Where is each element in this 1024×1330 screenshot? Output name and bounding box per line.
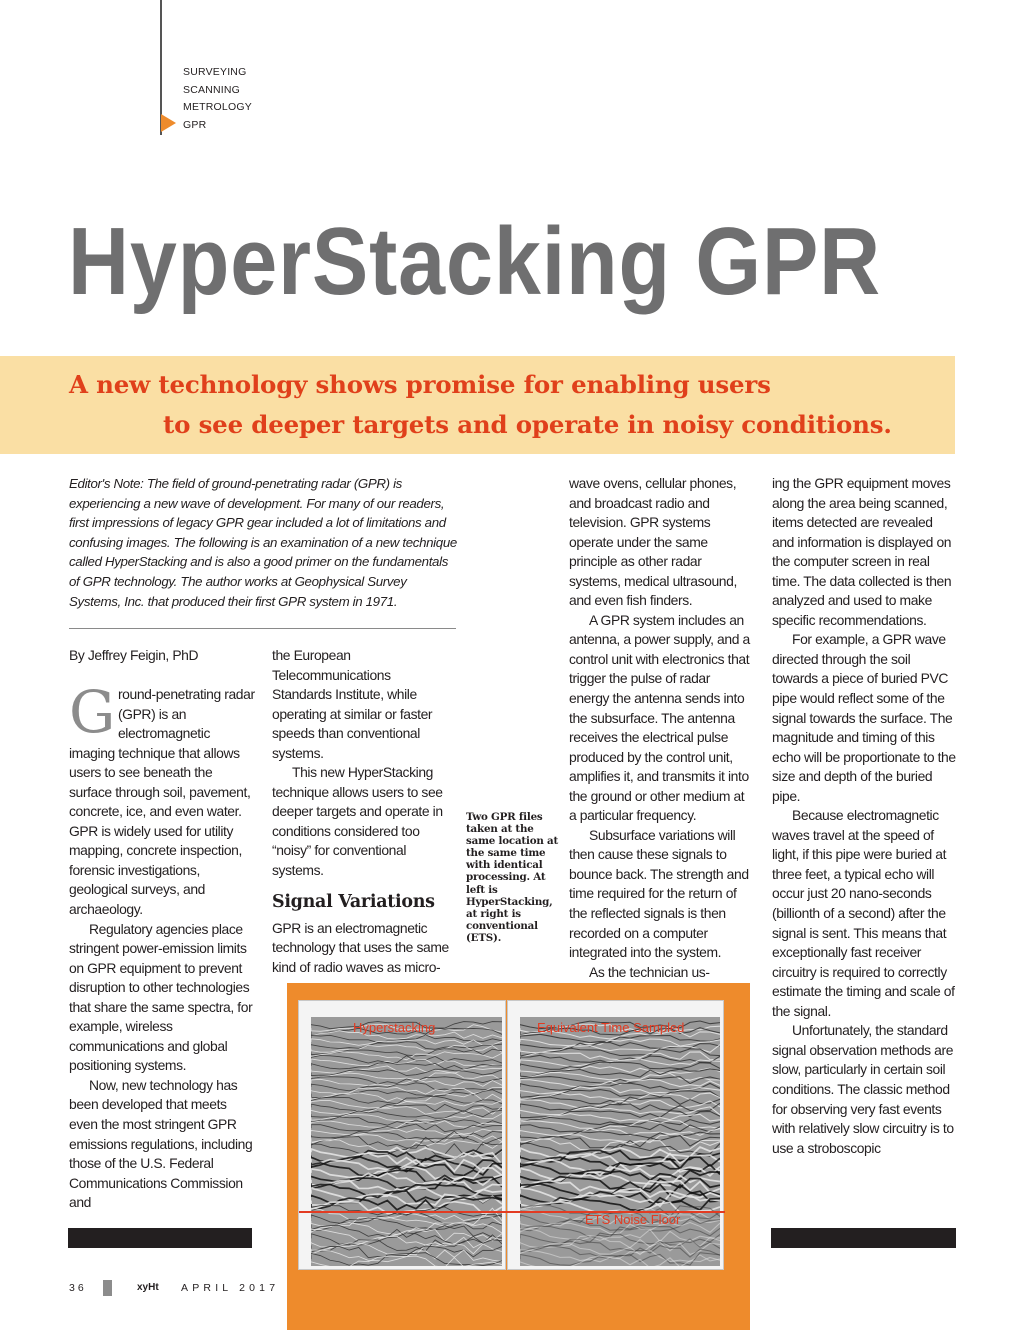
col2-para-2: This new HyperStacking technique allows users to see deeper targets and operate in conditions considered too “noisy” for conventional systems. (272, 764, 443, 879)
col4-para-1: ing the GPR equipment moves along the area being scanned, items detected are revealed and information is displayed on the computer screen in real time. The data collected is then analyzed and used to make specific recommendations. (772, 475, 952, 628)
col4-para-3: Because electromagnetic waves travel at the speed of light, if this pipe were buried at three feet, a typical echo will occur just 20 nano-seconds (billionth of a second) after the signal is sent. This means that exceptionally fast receiver circuitry is required to correctly estimate the timing and scale of the signal. (772, 807, 955, 1019)
category-list (183, 64, 252, 134)
col3-para-1: wave ovens, cellular phones, and broadcast radio and television. GPR systems operate under the same principle as other radar systems, medical ultrasound, and even fish finders. (569, 475, 737, 609)
col2-para-1: the European Telecommunications Standards Institute, while operating at similar or faster speeds than conventional systems. (272, 647, 433, 761)
hyperstacking-label: Hyperstacking (353, 1020, 436, 1035)
gpr-figure (287, 983, 750, 1330)
figure-caption: Two GPR files taken at the same location at the same time with identical processing. At left is HyperStacking, at right is conventional (ETS). (466, 811, 559, 944)
section-heading: Signal Variations (272, 891, 435, 912)
radargram-image (520, 1017, 720, 1266)
editor-note: Editor's Note: The field of ground-penetrating radar (GPR) is experiencing a new wave of development. For many of our readers, first impressions of legacy GPR gear included a lot of limitations and confusing images. The following is an examination of a new technique called HyperStacking and is also a good primer on the fundamentals of GPR technology. The author works at Geophysical Survey Systems, Inc. that produced their first GPR system in 1971. (69, 476, 457, 609)
footer-divider (103, 1280, 112, 1296)
footer-band-right (771, 1228, 956, 1248)
page-number: 36 (69, 1282, 87, 1294)
col1-para-1: round-penetrating radar (GPR) is an electromagnetic imaging technique that allows users to see beneath the surface through soil, pavement, concrete, ice, and even water. GPR is widely used for utility mapping, concrete inspection, forensic investigations, geological surveys, and archaeology. (69, 686, 255, 918)
ets-panel (507, 1000, 724, 1270)
hyperstacking-panel (298, 1000, 506, 1270)
radargram-image (311, 1017, 502, 1266)
column-1 (69, 678, 257, 1213)
drop-cap: G (69, 678, 115, 746)
category-arrow-icon (161, 114, 176, 132)
category-metrology: METROLOGY (183, 101, 252, 113)
magazine-name: xyHt (137, 1282, 159, 1293)
col1-para-2: Regulatory agencies place stringent power-emission limits on GPR equipment to prevent disruption to other technologies that share the same spectra, for example, wireless communications and global positioning systems. (69, 920, 253, 1074)
article-title: HyperStacking GPR (68, 208, 882, 315)
editor-divider (69, 628, 456, 629)
byline: By Jeffrey Feigin, PhD (69, 647, 199, 663)
ets-label: Equivalent Time Sampled (537, 1020, 685, 1035)
footer-band-left (68, 1228, 252, 1248)
issue-date: APRIL 2017 (181, 1282, 280, 1294)
col3-para-3: Subsurface variations will then cause these signals to bounce back. The strength and time required for the return of the reflected signals is then recorded on a computer integrated into the system. (569, 826, 749, 961)
col2-para-3: GPR is an electromagnetic technology that uses the same kind of radio waves as micro- (272, 919, 449, 975)
subhead-line-2: to see deeper targets and operate in noisy conditions. (163, 410, 892, 439)
column-3 (569, 474, 751, 982)
subhead-line-1: A new technology shows promise for enabling users (69, 370, 771, 399)
noise-floor-label: ETS Noise Floor (585, 1212, 681, 1227)
col4-para-2: For example, a GPR wave directed through the soil towards a piece of buried PVC pipe would reflect some of the signal towards the surface. The magnitude and timing of this echo will be proportionate to the size and depth of the buried pipe. (772, 631, 956, 804)
col4-para-4: Unfortunately, the standard signal observation methods are slow, particularly in certain soil conditions. The classic method for observing very fast events with relatively slow circuitry is to use a stroboscopic (772, 1022, 954, 1156)
hyperstacking-radargram (311, 1017, 502, 1266)
col3-para-2: A GPR system includes an antenna, a power supply, and a control unit with electronics that trigger the pulse of radar energy the antenna sends into the subsurface. The antenna receives the electrical pulse produced by the control unit, amplifies it, and transmits it into the ground or other medium at a particular frequency. (569, 611, 750, 824)
category-surveying: SURVEYING (183, 66, 247, 78)
category-scanning: SCANNING (183, 83, 241, 96)
column-4 (772, 474, 956, 1158)
category-gpr: GPR (183, 118, 207, 131)
col1-para-3: Now, new technology has been developed that meets even the most stringent GPR emissions regulations, including those of the U.S. Federal Communications Commission and (69, 1076, 253, 1211)
ets-radargram (520, 1017, 720, 1266)
col3-para-4: As the technician us- (589, 963, 710, 980)
column-2 (272, 646, 452, 977)
